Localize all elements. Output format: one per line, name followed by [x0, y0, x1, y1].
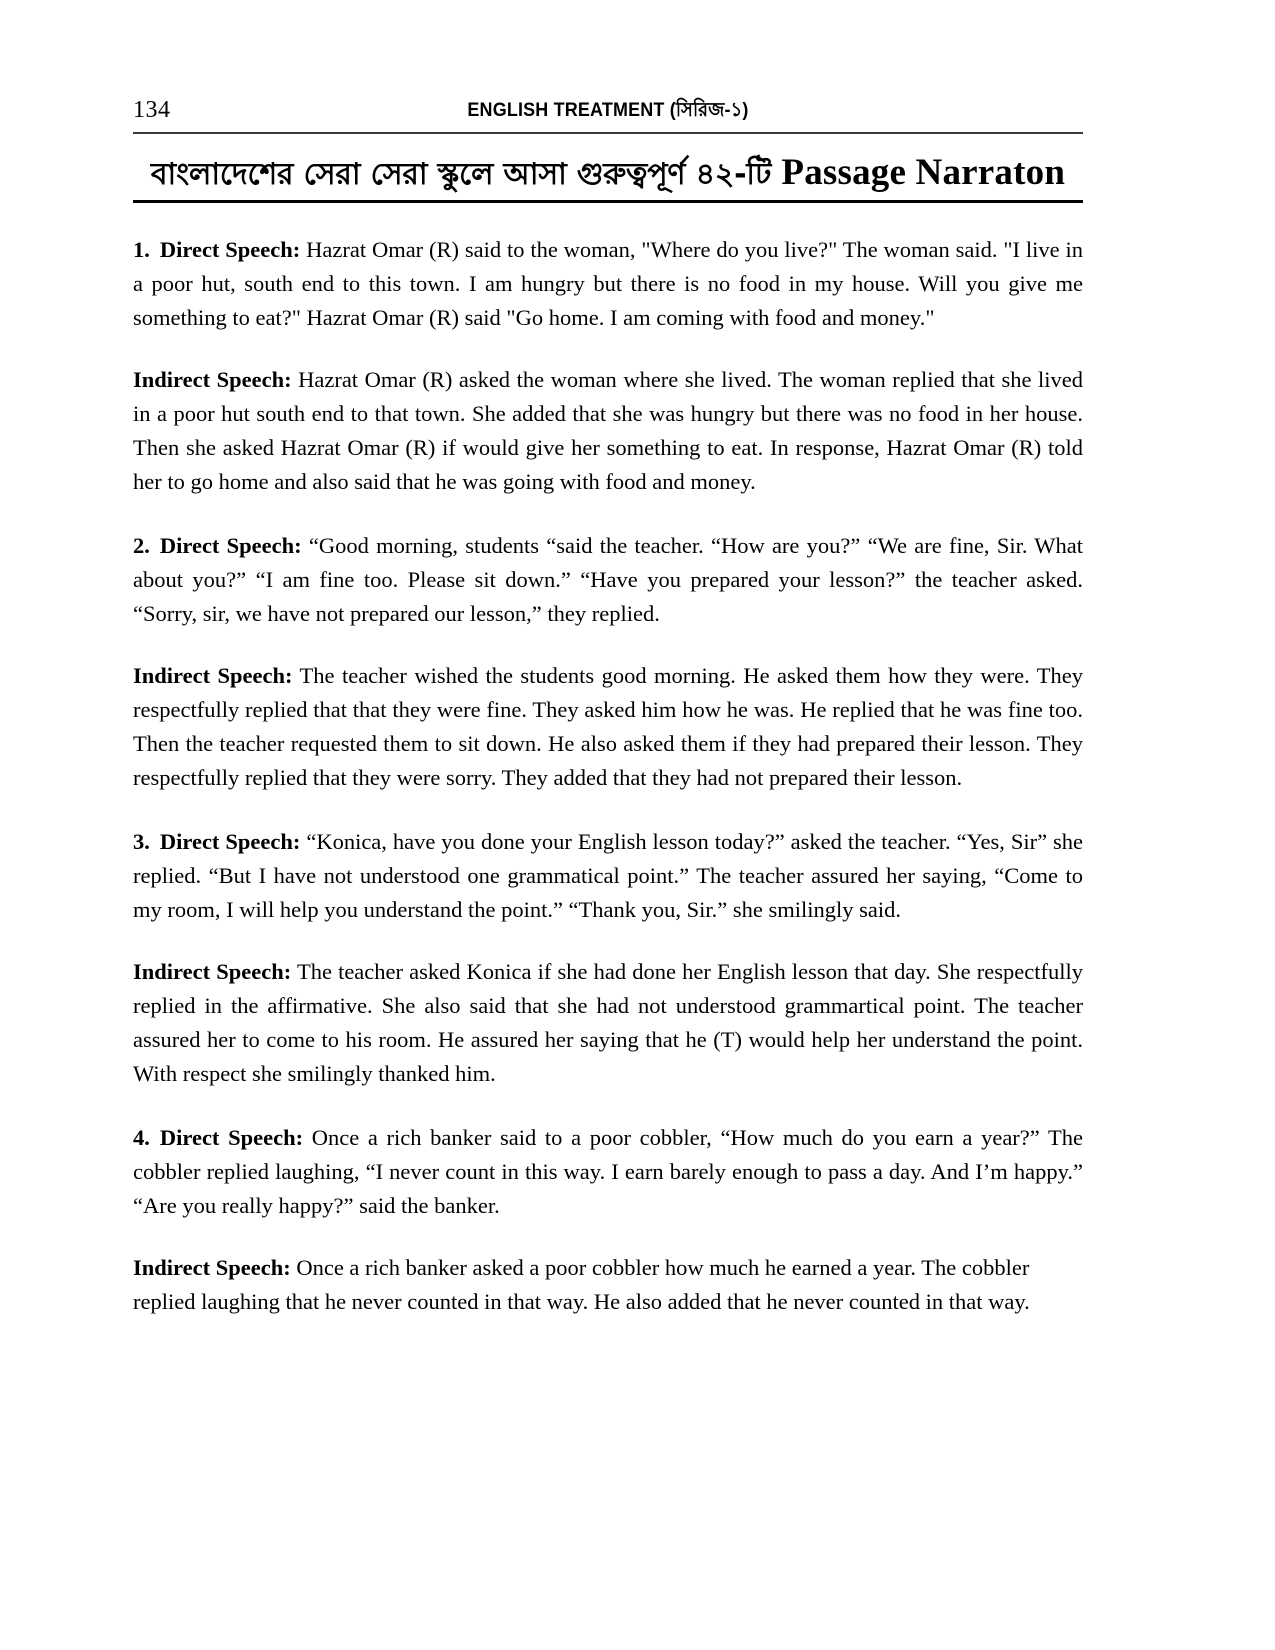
chapter-heading-english: Passage Narraton [781, 152, 1066, 193]
book-title: ENGLISH TREATMENT (সিরিজ-১) [467, 99, 749, 121]
page-content [133, 96, 1083, 1319]
indirect-speech-body: The teacher wished the students good morning. He asked them how they were. They respectfully replied that that they were fine. They asked him how he was. He replied that he was fine too. Then the teacher requested them to sit down. He also asked them if they had prepared their lesson. They respectfully replied that they were sorry. They added that they had not prepared their lesson. [133, 663, 1084, 790]
direct-speech-label: Direct Speech: [159, 829, 301, 854]
direct-speech-label: Direct Speech: [159, 237, 301, 262]
direct-speech-opening: Hazrat Omar (R) said to the woman, "Where do you live?" The woman [306, 237, 950, 262]
chapter-heading-bengali: বাংলাদেশের সেরা সেরা স্কুলে আসা গুরুত্বপূর্ণ ৪২-টি [150, 157, 782, 192]
indirect-speech-body: The teacher asked Konica if she had done her English lesson that day. She respectfully replied in the affirmative. She also said that she had not understood grammartical point. The teacher assured her to come to his room. He assured her saying that he (T) would help her understand the point. With respect she smilingly thanked him. [133, 959, 1083, 1086]
indirect-speech-paragraph [133, 363, 1083, 499]
direct-speech-opening: “Good morning, students “said the teacher. “How are you?” “We are fine, [308, 533, 990, 558]
indirect-speech-label: Indirect Speech: [133, 367, 292, 392]
running-header [133, 96, 1083, 130]
direct-speech-label: Direct Speech: [159, 1125, 304, 1150]
direct-speech-opening: Once a rich banker said to a poor cobbler, “How much do you earn a [311, 1125, 973, 1150]
indirect-speech-paragraph [133, 1251, 1083, 1319]
passage-item [133, 233, 1083, 499]
item-number: 2. [133, 533, 150, 558]
indirect-speech-paragraph [133, 955, 1083, 1091]
item-number: 1. [133, 237, 150, 262]
indirect-speech-label: Indirect Speech: [133, 663, 293, 688]
passage-item [133, 1121, 1083, 1319]
direct-speech-paragraph [133, 1121, 1083, 1223]
direct-speech-body: Sir. What about you?” “I am fine too. Please sit down.” “Have you prepared your lesson?” the teacher asked. “Sorry, sir, we have not prepared our lesson,” they replied. [133, 533, 1084, 626]
direct-speech-opening: “Konica, have you done your English lesson today?” asked the teacher. [306, 829, 951, 854]
indirect-speech-body: Once a rich banker asked a poor cobbler how much he earned a year. The cobbler replied laughing that he never counted in that way. He also added that he never counted in that way. [133, 1255, 1030, 1314]
indirect-speech-label: Indirect Speech: [133, 959, 292, 984]
passage-item [133, 825, 1083, 1091]
direct-speech-label: Direct Speech: [159, 533, 302, 558]
indirect-speech-body: Hazrat Omar (R) asked the woman where she lived. The woman replied that she lived in a poor hut south end to that town. She added that she was hungry but there was no food in her house. Then she asked Hazrat Omar (R) if would give her something to eat. In response, Hazrat Omar (R) told her to go home and also said that he was going with food and money. [133, 367, 1083, 494]
page-number: 134 [133, 97, 171, 123]
indirect-speech-paragraph [133, 659, 1083, 795]
direct-speech-body: year?” The cobbler replied laughing, “I never count in this way. I earn barely enough to pass a day. And I’m happy.” “Are you really happy?” said the banker. [133, 1125, 1083, 1218]
item-number: 3. [133, 829, 150, 854]
direct-speech-body: “Yes, Sir” she replied. “But I have not understood one grammatical point.” The teacher assured her saying, “Come to my room, I will help you understand the point.” “Thank you, Sir.” she smilingly said. [133, 829, 1084, 922]
item-number: 4. [133, 1125, 150, 1150]
direct-speech-body: said. "I live in a poor hut, south end to this town. I am hungry but there is no food in my house. Will you give me something to eat?" Hazrat Omar (R) said "Go home. I am coming with food and money." [133, 237, 1083, 330]
passage-item [133, 529, 1083, 795]
indirect-speech-label: Indirect Speech: [133, 1255, 291, 1280]
header-divider [133, 132, 1083, 134]
chapter-heading [133, 150, 1083, 203]
direct-speech-paragraph [133, 825, 1083, 927]
direct-speech-paragraph [133, 233, 1083, 335]
direct-speech-paragraph [133, 529, 1083, 631]
